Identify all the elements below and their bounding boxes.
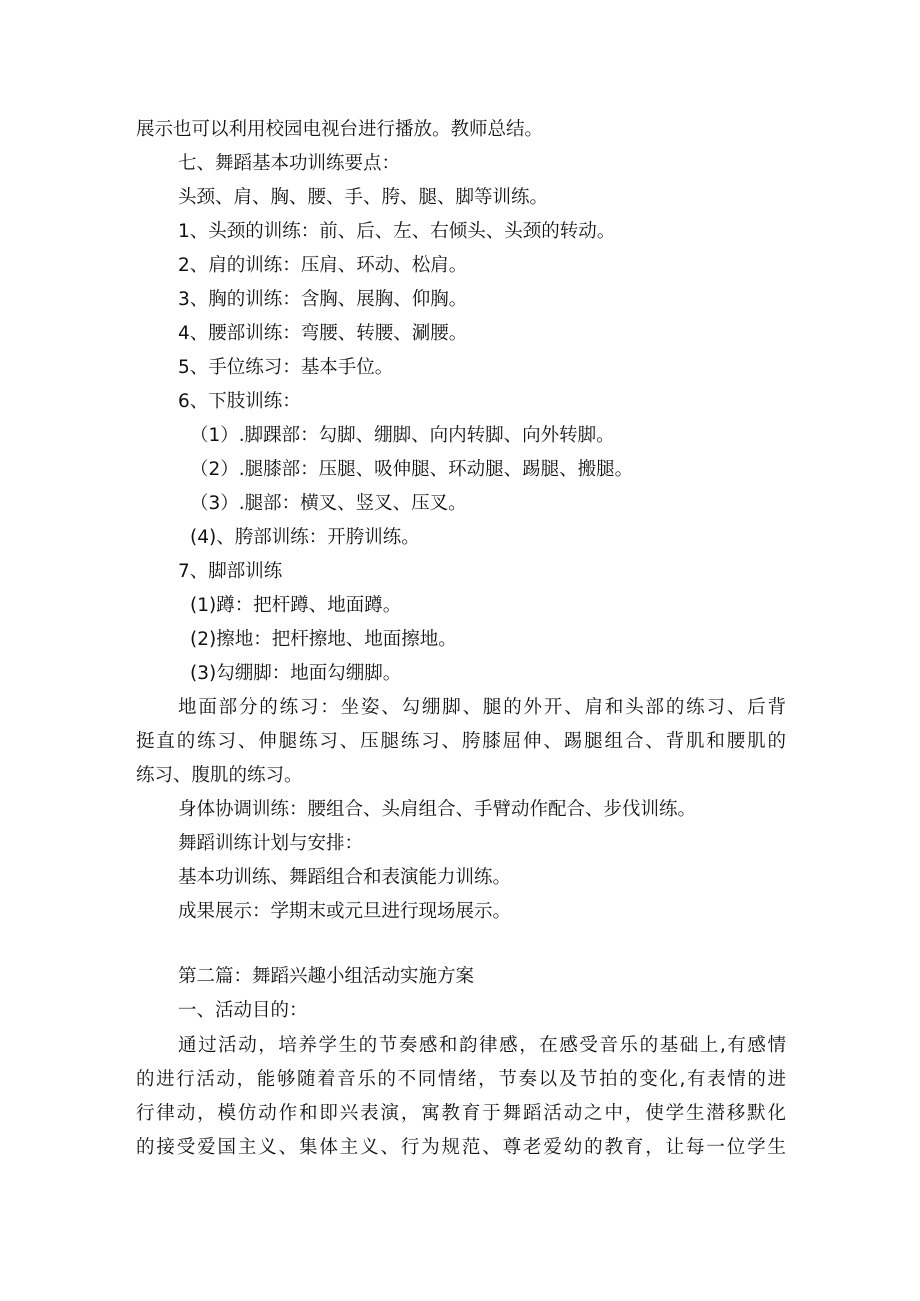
text-line: 基本功训练、舞蹈组合和表演能力训练。 <box>178 867 512 888</box>
paragraph-line: 的接受爱国主义、集体主义、行为规范、尊老爱幼的教育，让每一位学生 <box>136 1137 786 1158</box>
sub-list-item: (1)蹲：把杆蹲、地面蹲。 <box>190 595 402 616</box>
sub-list-item: （1）.脚踝部：勾脚、绷脚、向内转脚、向外转脚。 <box>190 425 615 446</box>
list-item: 3、胸的训练：含胸、展胸、仰胸。 <box>178 289 468 310</box>
text-line: 身体协调训练：腰组合、头肩组合、手臂动作配合、步伐训练。 <box>178 799 697 820</box>
paragraph-line: 练习、腹肌的练习。 <box>136 765 303 786</box>
chapter-heading: 第二篇：舞蹈兴趣小组活动实施方案 <box>178 966 475 987</box>
section-heading: 一、活动目的： <box>178 1000 308 1021</box>
text-line: 展示也可以利用校园电视台进行播放。教师总结。 <box>136 119 544 140</box>
paragraph-line: 的进行活动，能够随着音乐的不同情绪，节奏以及节拍的变化,有表情的进 <box>136 1069 786 1090</box>
text-line: 舞蹈训练计划与安排： <box>178 833 364 854</box>
section-heading: 七、舞蹈基本功训练要点： <box>178 153 401 174</box>
text-line: 成果展示：学期末或元旦进行现场展示。 <box>178 901 512 922</box>
list-item: 1、头颈的训练：前、后、左、右倾头、头颈的转动。 <box>178 221 616 242</box>
sub-list-item: (3)勾绷脚：地面勾绷脚。 <box>190 663 402 684</box>
sub-list-item: (2)擦地：把杆擦地、地面擦地。 <box>190 629 457 650</box>
list-item: 6、下肢训练： <box>178 391 301 412</box>
sub-list-item: （3）.腿部：横叉、竖叉、压叉。 <box>190 493 467 514</box>
sub-list-item: （2）.腿膝部：压腿、吸伸腿、环动腿、踢腿、搬腿。 <box>190 459 634 480</box>
list-item: 5、手位练习：基本手位。 <box>178 357 394 378</box>
paragraph-line: 地面部分的练习：坐姿、勾绷脚、腿的外开、肩和头部的练习、后背 <box>178 697 786 718</box>
paragraph-line: 通过活动，培养学生的节奏感和韵律感，在感受音乐的基础上,有感情 <box>178 1035 786 1056</box>
text-line: 头颈、肩、胸、腰、手、胯、腿、脚等训练。 <box>178 187 549 208</box>
sub-list-item: (4)、胯部训练：开胯训练。 <box>190 527 420 548</box>
list-item: 7、脚部训练 <box>178 561 283 582</box>
paragraph-line: 行律动，模仿动作和即兴表演，寓教育于舞蹈活动之中，使学生潜移默化 <box>136 1103 786 1124</box>
list-item: 2、肩的训练：压肩、环动、松肩。 <box>178 255 468 276</box>
list-item: 4、腰部训练：弯腰、转腰、涮腰。 <box>178 323 468 344</box>
paragraph-line: 挺直的练习、伸腿练习、压腿练习、胯膝屈伸、踢腿组合、背肌和腰肌的 <box>136 731 786 752</box>
